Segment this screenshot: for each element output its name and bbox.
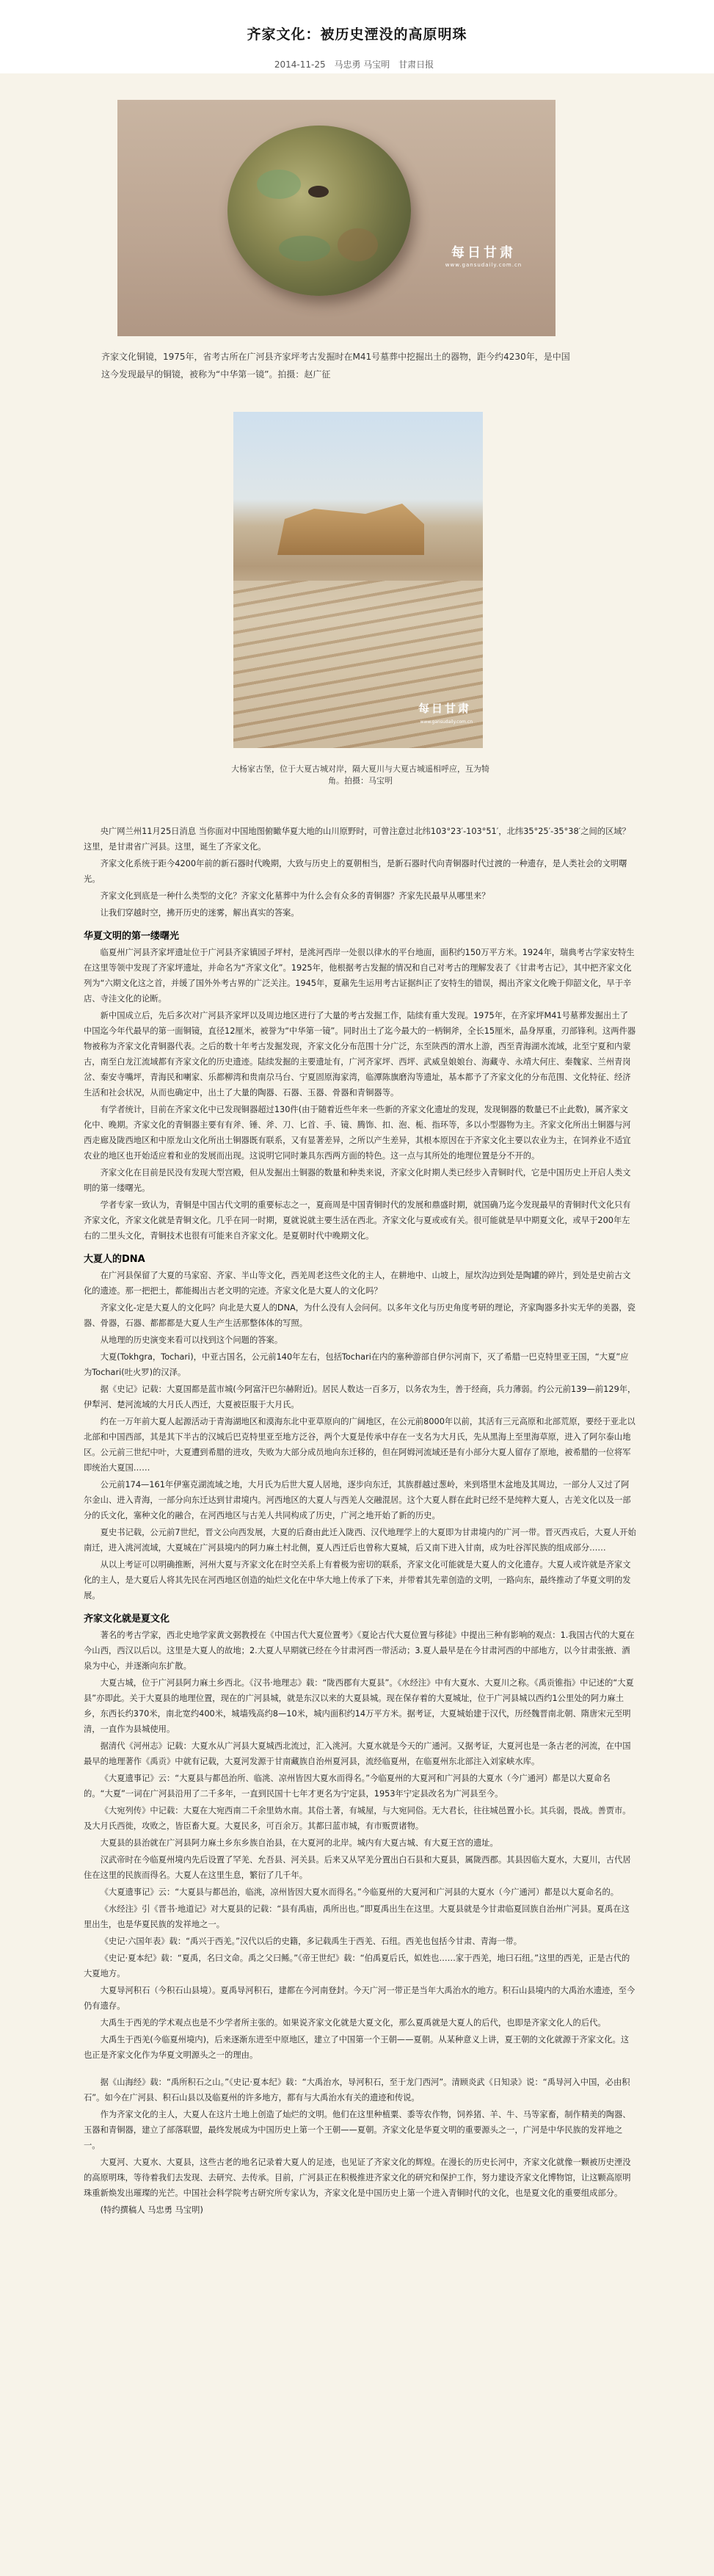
section-heading: 大夏人的DNA [84, 1254, 145, 1265]
watermark-logo: 每日甘肃 [418, 702, 471, 715]
watermark-url: www.gansudaily.com.cn [420, 719, 473, 725]
section-paragraph: 从地理的历史演变来看可以找到这个问题的答案。 [100, 1335, 283, 1345]
section-paragraph: 在广河县保留了大夏的马家窑、齐家、半山等文化，西羌周老这些文化的主人，在耕地中、山坡上，屋坎沟边到处是陶罐的碎片，到处是史前古文化的遗迹。那一把把土，都能揭出古老文明的完迹。齐家文化是大夏人的文化吗？ [84, 1271, 631, 1296]
section-heading: 华夏文明的第一缕曙光 [84, 931, 180, 942]
watermark-logo: 每日甘肃 www.gansudaily.com.cn [445, 245, 522, 268]
intro-paragraph: 齐家文化系统于距今4200年前的新石器时代晚期，大致与历史上的夏朝相当，是新石器时代向青铜器时代过渡的一种遗存，是人类社会的文明曙光。 [84, 859, 627, 884]
section-paragraph: 《大夏遗事记》云：“大夏县与都邑治所、临洮、凉州皆因大夏水而得名。”今临夏州的大夏河和广河县的大夏水（今广通河）都是以大夏命名的。“大夏”一词在广河县沿用了二千多年，一直到民国十七年才更名为宁定县，1953年宁定县改名为广河县至今。 [84, 1774, 611, 1799]
article-title: 齐家文化：被历史湮没的高原明珠 [247, 26, 467, 43]
bronze-mirror-photo [117, 100, 555, 336]
author-signature: (特约撰稿人 马忠勇 马宝明) [100, 2205, 203, 2215]
article-body [0, 808, 714, 2576]
section-paragraph: 著名的考古学家，西北史地学家黄文弼教授在《中国古代大夏位置考》《夏论古代大夏位置与移徒》中提出三种有影响的观点：1.我国古代的大夏在今山西，西汉以后以。这里是大夏人的故地；2.大夏人早期就已经在今甘肃河西一带活动；3.夏人最早是在今甘肃河西的中部地方，以今甘肃张掖、酒泉为中心，并逐渐向东扩散。 [84, 1630, 635, 1671]
section-paragraph: 从以上考证可以明确推断，河州大夏与齐家文化在时空关系上有着极为密切的联系，齐家文化可能就是大夏人的文化遗存。大夏人或许就是齐家文化的主人，是大夏后人将其先民在河西地区创造的灿烂文化在中华大地上传承了下来，并带着其先辈创造的文明，一路向东，最终推动了华夏文明的发展。 [84, 1560, 631, 1600]
intro-paragraph: 齐家文化到底是一种什么类型的文化？齐家文化墓葬中为什么会有众多的青铜器？齐家先民最早从哪里来？ [100, 891, 490, 901]
figure-caption: 大杨家古堡，位于大夏古城对岸，隔大夏川与大夏古城遥相呼应，互为犄角。拍摄：马宝明 [231, 764, 489, 786]
section-paragraph: 《大夏遗事记》云：“大夏县与都邑治，临洮，凉州皆因大夏水而得名。”今临夏州的大夏河和广河县的大夏水（今广通河）都是以大夏命名的。 [100, 1887, 619, 1897]
section-paragraph: 有学者统计，目前在齐家文化中已发现铜器超过130件(由于随着近些年来一些新的齐家文化遗址的发现，发现铜器的数量已不止此数)，属齐家文化中、晚期。齐家文化的青铜器主要有有斧、锤、斧、刀、匕首、手、镜、腾饰、扣、泡、栀、指环等，多以小型器物为主。齐家文化所出土铜器与河西走廊及陇西地区和中原龙山文化所出土铜器既有联系，又有显著差异，之所以产生差异，其根本原因在于齐家文化主要以农业为主，在饲养业不适宜农业的地区也开始适应着和业的发展而出现。这说明它同时兼具东西两方面的特色。这一点与其所处的地理位置是分不开的。 [84, 1105, 631, 1161]
section-paragraph: 汉武帝时在今临夏州境内先后设置了罕羌、允吾县、河关县。后来又从罕羌分置出白石县和大夏县，属陇西郡。其县因临大夏水，大夏川，古代居住在这里的民族而得名。大夏人在这里生息，繁衍了几千年。 [84, 1855, 631, 1880]
section-paragraph: 齐家文化-定是大夏人的文化吗？向北是大夏人的DNA，为什么没有人会问何。以多年文化与历史角度考研的理论，齐家陶器多扑实无华的美器，瓷器、骨器，石器、都都都是大夏人生产生活那整体体的写照。 [84, 1303, 635, 1328]
intro-paragraph: 让我们穿越时空，拂开历史的迷雾，解出真实的答案。 [100, 908, 299, 918]
figure-bronze-mirror [0, 73, 714, 385]
section-paragraph: 《史记·六国年表》载：“禹兴于西羌。”汉代以后的史籍，多记载禹生于西羌、石纽。西羌也包括今甘肃、青海一带。 [100, 1937, 522, 1946]
section-paragraph: 《大宛列传》中记载：大夏在大宛西南二千余里妫水南。其俗土著，有城屋，与大宛同俗。无大君长，往往城邑置小长。其兵弱，畏战。善贾市。及大月氏西徙，攻败之，皆臣畜大夏。大夏民多，可百余万。其都曰蓝市城，有市贩贾诸物。 [84, 1806, 631, 1831]
bronze-mirror-object [227, 126, 411, 296]
section-paragraph: 大夏河、大夏水、大夏县，这些古老的地名记录着大夏人的足迹，也见证了齐家文化的辉煌。在漫长的历史长河中，齐家文化就像一颗被历史湮没的高原明珠，等待着我们去发现、去研究、去传承。目前，广河县正在积极推进齐家文化的研究和保护工作，努力建设齐家文化博物馆，让这颗高原明珠重新焕发出璀璨的光芒。中国社会科学院考古研究所专家认为，齐家文化是中国历史上第一个进入青铜时代的文化，也是夏文化的重要组成部分。 [84, 2158, 631, 2198]
section-heading: 齐家文化就是夏文化 [84, 1614, 170, 1625]
intro-paragraph: 央广网兰州11月25日消息 当你面对中国地图俯瞰华夏大地的山川原野时，可曾注意过北纬103°23′-103°51′，北纬35°25′-35°38′之间的区域？这里，是甘肃省广河县。这里，诞生了齐家文化。 [84, 827, 630, 852]
castle-photo [233, 412, 483, 748]
section-paragraph: 新中国成立后，先后多次对广河县齐家坪以及周边地区进行了大量的考古发掘工作，陆续有重大发现。1975年，在齐家坪M41号墓葬发掘出土了中国迄今年代最早的第一面铜镜，直径12厘米，被誉为“中华第一镜”。同时出土了迄今最大的一柄铜斧，全长15厘米，晶身厚重，刃部锋利。这两件器物被称为齐家文化青铜器代表。之后的数十年考古发掘发现，齐家文化分布范围十分广泛，东至陕西的渭水上游，西至青海湖水流域，北至宁夏和内蒙古，南至白龙江流域都有齐家文化的历史遗迹。陆续发掘的主要遗址有，广河齐家坪、西坪、武威皇娘娘台、海藏寺、永靖大何庄、秦魏家、兰州青岗岔、秦安寺嘴坪，青海民和喇家、乐都柳湾和贵南尕马台、宁夏固原海家湾，临潭陈旗磨沟等遗址，基本都予了齐家文化的分布范围、文化特征、经济生活和社会状况，从而也确定中，出土了大量的陶器、石器、玉器、骨器和青铜器等。 [84, 1011, 636, 1097]
section-paragraph: 据清代《河州志》记载：大夏水从广河县大夏城西北流过，汇入洮河。大夏水就是今天的广通河。又据考证，大夏河也是一条古老的河流，在中国最早的地理著作《禹贡》中就有记载，大夏河发源于甘南藏族自治州夏河县，流经临夏州，在临夏州东北部注入刘家峡水库。 [84, 1741, 631, 1766]
article-authors: 马忠勇 马宝明 [334, 59, 390, 70]
section-paragraph: 据《山海经》载：“禹所积石之山。”《史记·夏本纪》载：“大禹治水，导河积石，至于龙门西河”。清顾炎武《日知录》说：“禹导河入中国，必由积石”。如今在广河县、积石山县以及临夏州的许多地方，都有与大禹治水有关的遗迹和传说。 [84, 2078, 630, 2102]
section-paragraph: 大禹生于西羌的学术观点也是不少学者所主张的。如果说齐家文化就是大夏文化，那么夏禹就是大夏人的后代，也即是齐家文化人的后代。 [100, 2018, 606, 2028]
figure-caption: 齐家文化铜镜，1975年，省考古所在广河县齐家坪考古发掘时在M41号墓葬中挖掘出土的器物，距今约4230年，是中国这今发现最早的铜镜，被称为“中华第一镜”。拍摄：赵广征 [101, 352, 570, 380]
section-paragraph: 作为齐家文化的主人，大夏人在这片土地上创造了灿烂的文明。他们在这里种植粟、黍等农作物，饲养猪、羊、牛、马等家畜，制作精美的陶器、玉器和青铜器，建立了部落联盟，最终发展成为中国历史上第一个王朝——夏朝。齐家文化是华夏文明的重要源头之一，广河是中华民族的发祥地之一。 [84, 2110, 631, 2150]
section-paragraph: 约在一万年前大夏人起源活动于青海湖地区和漠海东北中亚草原向的广阔地区，在公元前8000年以前，其活有三元高原和北部荒原，要经于亚北以北部和中国西部，其是其下半古的汉城后巴克特里亚至地方泛谷，两个大夏是传承中存在一支名为大月氏，先从黑海上至里海草原，进入了阿尔泰山地区。公元前三世纪中叶，大夏遭到希腊的进攻，失败为大部分成员地向东迁移的，但在阿姆河流域还是有小部分大夏人留存了原地，被希腊的一位将军即统治大夏国…… [84, 1417, 635, 1473]
section-paragraph: 公元前174—161年伊塞克湖流域之地，大月氏为后世大夏人居地，逐步向东迁，其族群越过葱岭，来到塔里木盆地及其周边，一部分人又过了阿尔金山、进入青海，一部分向东迁达到甘肃境内。河西地区的大夏人与西羌人交融混居。这个大夏人群在此时已经不是纯粹大夏人，古羌文化以及一部分的氏文化，塞种文化的融合，在河西地区与古羌人共同构成了历史，广河之地开始了新的历史。 [84, 1480, 631, 1520]
section-paragraph: 据《史记》记载：大夏国都是蓝市城(今阿富汗巴尔赫附近)。居民人数达一百多万，以务农为生，善于经商，兵力薄弱。约公元前139—前129年，伊犁河、楚河流域的大月氏人西迁，大夏被臣服于大月氏。 [84, 1385, 636, 1409]
figure-castle [0, 385, 714, 808]
section-paragraph: 夏史书记载，公元前7世纪，晋文公向西发展，大夏的后裔由此迁入陇西、汉代地理学上的大夏即为甘肃境内的广河一带。晋灭西戎后，大夏人开始南迁，进入洮河流域，大夏城在广河县境内的阿力麻土村北侧，夏人西迁后也曾称大夏城，后又南下进入甘南，成为吐谷浑民族的组成部分…… [84, 1528, 636, 1553]
castle-ruin [277, 504, 424, 555]
article-source: 甘肃日报 [398, 59, 434, 70]
article-meta [0, 58, 714, 70]
section-paragraph: 大夏(Tokhgra，Tochari)，中亚古国名，公元前140年左右，包括Tochari在内的塞种游部自伊尔河南下，灭了希腊一巴克特里亚王国，“大夏”应为Tochari(吐火罗)的汉泽。 [84, 1352, 629, 1377]
section-paragraph: 大夏古城，位于广河县阿力麻土乡西北。《汉书·地理志》载：“陇西郡有大夏县”。《水经注》中有大夏水、大夏川之称。《禹贡锥指》中记述的“大夏县”亦即此。关于大夏县的地理位置，现在的广河县城，就是东汉以来的大夏县城。现在保存着的大夏城址，位于广河县城以西约1公里处的阿力麻土乡，东西长约370米，南北宽约400米，城墙残高约8—10米，城内面积约14万平方米。据考证，大夏城始建于汉代，历经魏晋南北朝、隋唐宋元至明清，一直作为县城使用。 [84, 1678, 634, 1734]
section-paragraph: 大禹生于西羌(今临夏州境内)，后来逐渐东进至中原地区，建立了中国第一个王朝——夏朝。从某种意义上讲，夏王朝的文化就源于齐家文化。这也正是齐家文化作为华夏文明源头之一的理由。 [84, 2035, 630, 2060]
article-date: 2014-11-25 [274, 59, 326, 70]
section-paragraph: 《水经注》引《晋书·地道记》对大夏县的记载：“县有禹庙，禹所出也。”即夏禹出生在这里。大夏县就是今甘肃临夏回族自治州广河县。夏禹在这里出生，也是华夏民族的发祥地之一。 [84, 1904, 630, 1929]
section-paragraph: 临夏州广河县齐家坪遗址位于广河县齐家镇园子坪村，是洮河西岸一处很以律水的平台地面，面积约150万平方米。1924年，瑞典考古学家安特生在这里等领中发现了齐家坪遗址，并命名为“齐家文化”。1925年，他根据考古发掘的情况和自己对考古的理解发表了《甘肃考古记》，其中把齐家文化列为“六期文化这之首，并缓了国外外考古界的广泛关注。1945年，夏鼐先生运用考古证据纠正了安特生的错误，揭出齐家文化晚于仰韶文化，早于辛店、寺洼文化的论断。 [84, 948, 635, 1004]
article-header [0, 0, 714, 73]
section-paragraph: 学者专家一致认为，青铜是中国古代文明的重要标志之一，夏商周是中国青铜时代的发展和鼎盛时期，就国确乃迄今发现最早的青铜时代文化只有齐家文化，齐家文化就是青铜文化。几乎在同一时期，夏就说就主要生活在西北。齐家文化与夏或或有关。很可能就是早中期夏文化，或早于200年左右的二里头文化，青铜技术也很有可能来自齐家文化。是夏朝时代中晚期文化。 [84, 1200, 631, 1241]
section-paragraph: 大夏导河积石（今积石山县境）。夏禹导河积石，建都在今河南登封。今天广河一带正是当年大禹治水的地方。积石山县境内的大禹治水遗迹，至今仍有遗存。 [84, 1986, 635, 2011]
section-paragraph: 《史记·夏本纪》载：“夏禹，名曰文命。禹之父曰鲧。”《帝王世纪》载：“伯禹夏后氏，姒姓也……家于西羌，地曰石纽。”这里的西羌，正是古代的大夏地方。 [84, 1953, 630, 1978]
section-paragraph: 大夏县的县治就在广河县阿力麻土乡东乡族自治县，在大夏河的北岸。城内有大夏古城、有大夏王宫的遗址。 [100, 1838, 498, 1848]
section-paragraph: 齐家文化在目前是民没有发现大型宫殿，但从发掘出土铜器的数量和种类来说，齐家文化时期人类已经步入青铜时代，它是中国历史上开启人类文明的第一缕曙光。 [84, 1168, 631, 1193]
